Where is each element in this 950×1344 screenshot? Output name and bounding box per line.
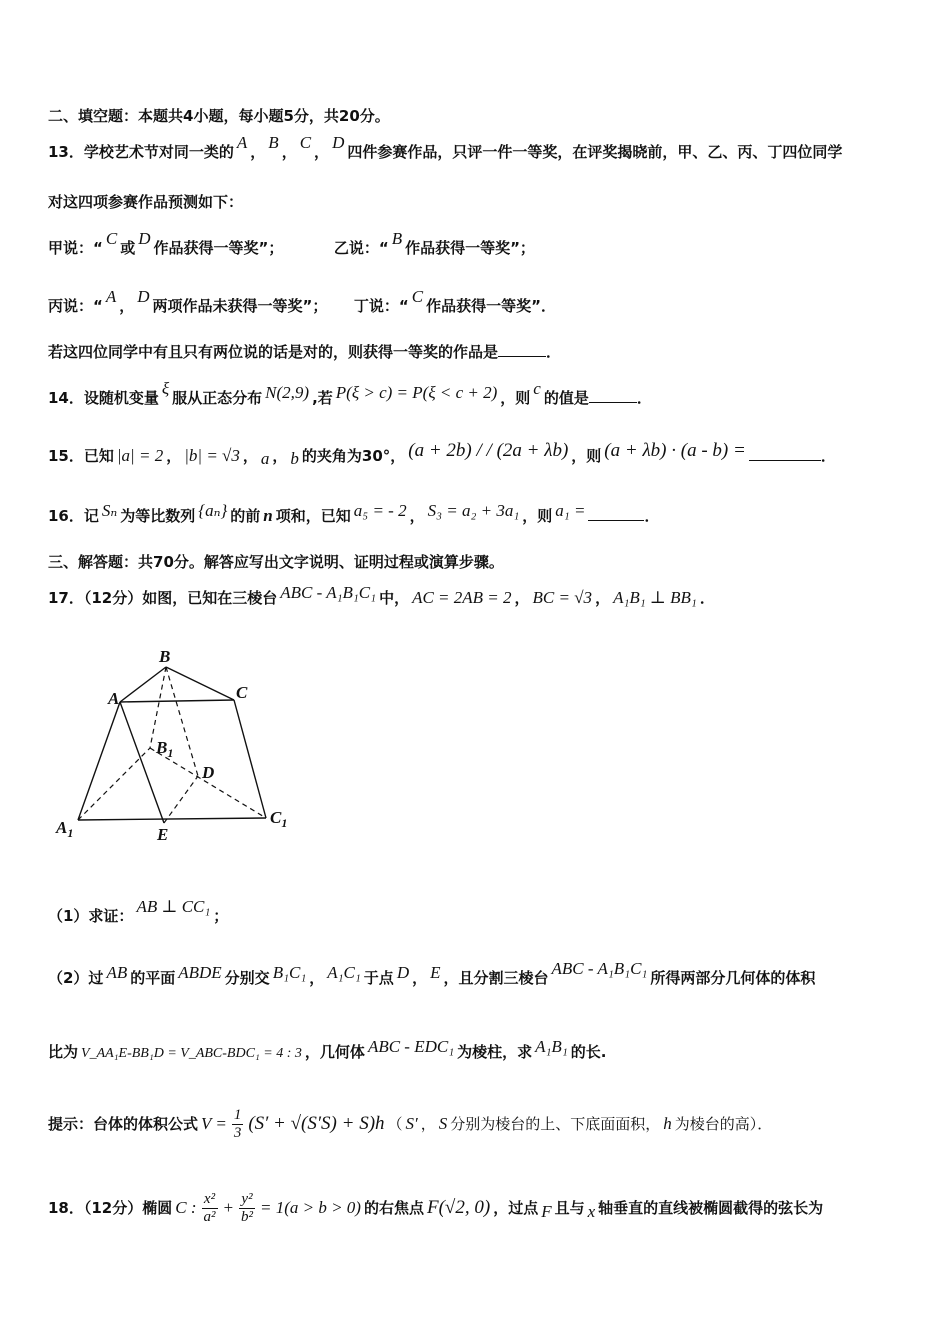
q13-var-b: B [268,133,279,152]
q17-point-e: E [430,963,441,982]
label-b1 [155,738,173,760]
q17-part2-sep: ， [412,969,428,987]
hint-fraction [232,1107,244,1142]
q16-end: ． [644,507,660,525]
q17-ratio-text: ，几何体 [304,1043,365,1061]
q15-a-modulus: |a| = 2 [116,446,164,465]
edge-cc1 [234,700,266,818]
q15-dot-product: (a + λb) · (a - b) = [604,440,746,461]
q16-answer-blank[interactable] [588,504,644,521]
q17-plane: ABDE [178,963,222,982]
q18-plus: + [222,1198,234,1217]
q18-lead: 18．（12分）椭圆 [48,1199,173,1217]
q13-predictions-1 [48,229,910,260]
jia-lead: 甲说：“ [48,239,103,257]
q14-xi: ξ [161,379,170,398]
q18-tail: 轴垂直的直线被椭圆截得的弦长为 [598,1199,824,1217]
label-e: E [157,825,169,844]
edge-bc [166,667,234,700]
frustum-figure [48,640,308,850]
q17-part2-tail: 所得两部分几何体的体积 [650,969,816,987]
q17-part1-end: ； [213,907,229,925]
section-2-title [48,104,910,128]
q17-part2-lead: （2）过 [48,969,104,987]
hint-expression: (S′ + √(S′S) + S)h [248,1113,385,1134]
bing-var-a: A [105,287,117,306]
jia-tail: 作品获得一等奖”； [153,239,284,257]
edge-a1b1 [78,748,150,820]
q17-frustum: ABC - A₁B₁C₁ [280,583,377,602]
q13-var-a: A [236,133,248,152]
hint-tail: 分别为棱台的上、下底面面积， [450,1115,661,1133]
q17-bc: BC = √3 [532,588,593,607]
q18-point-f: F [541,1202,552,1221]
q18-frac-x-num: x² [202,1191,218,1209]
q13-var-c: C [299,133,312,152]
q16-then: ，则 [522,507,553,525]
jia-var-d: D [138,229,151,248]
q18-line [48,1190,910,1226]
edge-ab [120,667,166,702]
q18-condition: = 1(a > b > 0) [259,1198,361,1217]
q13-sep: ， [250,143,266,161]
q13-line1 [48,133,910,164]
jia-or: 或 [120,239,136,257]
q13-end: ． [546,343,562,361]
q17-part2-text: 的平面 [130,969,176,987]
q17-in: 中， [379,589,410,607]
q16-mid: 的前 [230,507,261,525]
q15-sep: ， [272,447,288,465]
label-c: C [236,683,248,702]
q17-ac: AC = 2AB = 2 [412,588,512,607]
hint-tail: 为棱台的高）． [674,1115,773,1133]
yi-var-b: B [391,229,403,248]
jia-var-c: C [105,229,118,248]
edge-a1c1 [78,818,266,820]
q18-focus: F(√2, 0) [427,1197,491,1218]
q16-line [48,501,910,528]
q16-mid: 为等比数列 [120,507,196,525]
edge-ac [120,700,234,702]
q13-sep: ， [314,143,330,161]
q13-sep: ， [281,143,297,161]
q18-text: 且与 [554,1199,585,1217]
q16-a5: a₅ = - 2 [353,501,407,520]
hint-v: V = [201,1114,227,1133]
q15-var-b: b [290,449,299,468]
q13-predictions-2 [48,287,910,318]
bing-var-d: D [137,287,150,306]
q17-sep: ， [595,589,611,607]
q14-lead: 14．设随机变量 [48,389,159,407]
label-c1-main: C [270,808,282,827]
q17-part2-line2 [48,1037,910,1066]
q18-var-x: x [587,1202,596,1221]
q15-answer-blank[interactable] [749,444,821,461]
edge-bb1 [150,667,166,748]
q15-sep: ， [242,447,258,465]
hint-lead: 提示：台体的体积公式 [48,1115,199,1133]
label-c1-sub: 1 [281,816,288,830]
q17-perpendicular: A₁B₁ ⊥ BB₁ [613,588,697,607]
q17-hint [48,1106,910,1142]
q15-then: ，则 [571,447,602,465]
q17-line1 [48,583,910,610]
hint-s: S [438,1114,448,1133]
q17-point-d: D [396,963,410,982]
q18-ellipse-name: C : [175,1198,197,1217]
q15-line [48,440,910,468]
q18-text: ，过点 [493,1199,539,1217]
q14-then: ，则 [500,389,531,407]
q16-s3: S₃ = a₂ + 3a₁ [427,501,520,520]
q17-lead: 17．（12分）如图，已知在三棱台 [48,589,278,607]
q13-answer-blank[interactable] [498,340,546,357]
q13-var-d: D [332,133,345,152]
q16-lead: 16．记 [48,507,99,525]
yi-lead: 乙说：“ [333,239,389,257]
q16-mid: 项和，已知 [275,507,351,525]
label-b1-sub: 1 [167,746,174,760]
q15-angle: 的夹角为30°， [301,447,406,465]
edge-ae [120,702,164,823]
q15-var-a: a [260,449,270,468]
section-3-title-text: 三、解答题：共70分。解答应写出文字说明、证明过程或演算步骤。 [48,553,504,571]
q17-ratio-end: 的长. [570,1043,607,1061]
q15-end: ． [820,447,836,465]
q16-var-n: n [263,506,273,525]
hint-s-prime: S′ [405,1114,418,1133]
label-a1-main: A [56,818,68,837]
q14-var-c: c [533,379,541,398]
q16-sn: Sₙ [101,501,118,520]
q14-tail: 的值是 [543,389,589,407]
q18-frac-y-den: b² [240,1209,253,1225]
q17-part1-statement: AB ⊥ CC₁ [136,897,211,916]
hint-tail: （ [387,1115,403,1133]
q17-ab: AB [106,963,128,982]
ding-var-c: C [411,287,424,306]
q17-part1 [48,897,910,928]
q15-lead: 15．已知 [48,447,114,465]
q17-volume-ratio: V_AA₁E-BB₁D = V_ABC-BDC₁ = 4 : 3 [81,1046,302,1061]
q17-part2-text: 于点 [363,969,394,987]
label-a1-sub: 1 [67,826,74,840]
bing-sep: ， [119,297,135,315]
hint-fraction-num: 1 [233,1107,242,1123]
label-a: A [108,689,120,708]
label-b1-main: B [156,738,168,757]
label-d: D [202,763,215,782]
bing-lead: 丙说：“ [48,297,103,315]
q15-parallel: (a + 2b) / / (2a + λb) [408,440,569,461]
q17-a1c1: A₁C₁ [327,963,361,982]
q13-line2-text: 对这四项参赛作品预测如下： [48,193,244,211]
q16-sep: ， [409,507,425,525]
q13-line2 [48,190,910,214]
section-2-title-text: 二、填空题：本题共4小题，每小题5分，共20分。 [48,107,390,125]
q17-sep: ， [514,589,530,607]
q18-frac-y-num: y² [239,1191,255,1209]
q18-text: 的右焦点 [363,1199,424,1217]
q17-part1-lead: （1）求证： [48,907,134,925]
hint-sep: ， [420,1115,436,1133]
edge-aa1 [78,702,120,820]
q17-part2-frustum: ABC - A₁B₁C₁ [551,959,648,978]
label-c1 [270,808,287,830]
q17-part2-line1 [48,959,910,990]
q14-line [48,379,910,410]
q13-question [48,340,910,364]
q13-tail: 四件参赛作品，只评一件一等奖，在评奖揭晓前，甲、乙、丙、丁四位同学 [347,143,843,161]
q17-end: ． [699,589,715,607]
q15-b-modulus: |b| = √3 [184,446,240,465]
hint-h: h [663,1114,672,1133]
q17-b1c1: B₁C₁ [272,963,307,982]
edge-ed [164,776,198,823]
label-a1 [55,818,73,840]
q16-sequence: {aₙ} [198,501,228,520]
label-b: B [159,647,171,666]
q17-part2-sep: ， [309,969,325,987]
q18-frac-y [239,1191,255,1226]
ding-lead: 丁说：“ [353,297,409,315]
q14-answer-blank[interactable] [589,386,637,403]
q14-end: ． [636,389,652,407]
q17-a1b1: A₁B₁ [535,1037,568,1056]
q13-question-text: 若这四位同学中有且只有两位说的话是对的，则获得一等奖的作品是 [48,343,499,361]
q17-prism: ABC - EDC₁ [367,1037,455,1056]
q17-part2-text: ，且分割三棱台 [443,969,549,987]
section-3-title [48,550,910,574]
q17-ratio-text: 为棱柱，求 [457,1043,533,1061]
q13-lead: 13．学校艺术节对同一类的 [48,143,234,161]
bing-tail: 两项作品未获得一等奖”； [152,297,328,315]
q14-mid: 服从正态分布 [172,389,263,407]
ding-tail: 作品获得一等奖”． [426,297,556,315]
q14-equation: P(ξ > c) = P(ξ < c + 2) [335,383,498,402]
q16-a1: a₁ = [555,501,586,520]
q17-ratio-lead: 比为 [48,1043,79,1061]
q18-frac-x-den: a² [203,1209,216,1225]
q15-sep: ， [166,447,182,465]
q14-ruo: ,若 [312,389,333,407]
q18-frac-x [202,1191,218,1226]
q17-part2-text: 分别交 [224,969,270,987]
yi-tail: 作品获得一等奖”； [405,239,535,257]
q14-distribution: N(2,9) [265,383,310,402]
hint-fraction-den: 3 [233,1125,242,1141]
